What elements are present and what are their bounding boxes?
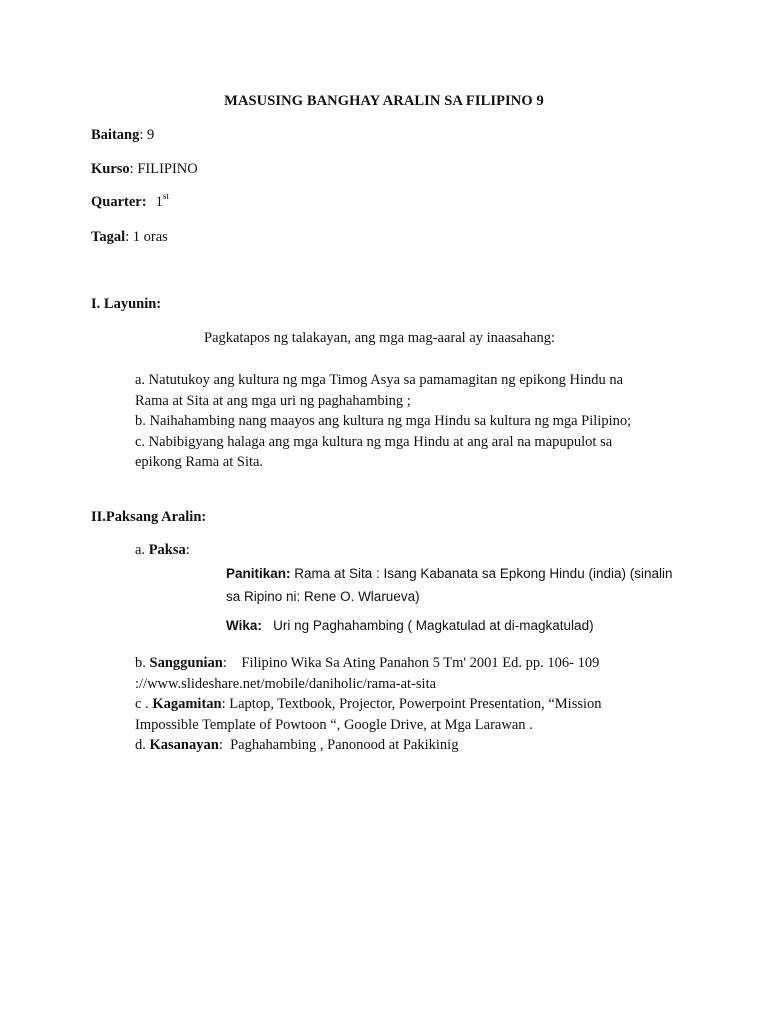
kurso-value: : FILIPINO: [129, 161, 198, 177]
wika-label: Wika:: [226, 618, 262, 633]
layunin-intro: Pagkatapos ng talakayan, ang mga mag-aaral ay inaasahang:: [204, 330, 556, 346]
paksang-aralin-heading: II.Paksang Aralin:: [91, 509, 207, 525]
baitang-value: : 9: [139, 127, 155, 143]
baitang-row: [91, 127, 154, 144]
wika-row: [226, 618, 594, 633]
kasanayan-row: d. Kasanayan: Paghahambing , Panonood at Pakikinig: [135, 737, 459, 753]
objective-line: a. Natutukoy ang kultura ng mga Timog Asya sa pamamagitan ng epikong Hindu na: [135, 372, 624, 388]
kagamitan-value-cont: Impossible Template of Powtoon “, Google Drive, at Mga Larawan .: [135, 716, 533, 733]
kurso-label: Kurso: [91, 161, 130, 177]
objective-line: b. Naihahambing nang maayos ang kultura ng mga Hindu sa kultura ng mga Pilipino;: [135, 413, 632, 429]
objective-line: Rama at Sita at ang mga uri ng paghahambing ;: [135, 392, 411, 409]
tagal-label: Tagal: [91, 229, 126, 245]
sanggunian-label: Sanggunian: [149, 655, 223, 671]
kagamitan-row: c . Kagamitan: Laptop, Textbook, Projector, Powerpoint Presentation, “Mission: [135, 696, 602, 712]
quarter-superscript: st: [162, 191, 169, 201]
document-title: MASUSING BANGHAY ARALIN SA FILIPINO 9: [224, 93, 544, 109]
sanggunian-value: : Filipino Wika Sa Ating Panahon 5 Tm' 2001 Ed. pp. 106- 109: [222, 655, 600, 671]
paksa-row: a. Paksa:: [135, 542, 190, 558]
panitikan-label: Panitikan:: [226, 566, 291, 581]
paksa-label: Paksa: [148, 542, 186, 558]
kasanayan-value: : Paghahambing , Panonood at Pakikinig: [218, 737, 459, 753]
quarter-row: [91, 191, 169, 211]
baitang-label: Baitang: [91, 127, 140, 143]
tagal-value: : 1 oras: [125, 229, 168, 245]
tagal-row: [91, 229, 168, 246]
quarter-label: Quarter:: [91, 194, 147, 210]
wika-value: Uri ng Paghahambing ( Magkatulad at di-magkatulad): [261, 618, 594, 633]
objective-line: c. Nabibigyang halaga ang mga kultura ng mga Hindu at ang aral na mapupulot sa: [135, 433, 613, 450]
layunin-objectives: [135, 370, 631, 473]
quarter-value: 1: [155, 194, 163, 210]
layunin-heading: I. Layunin:: [91, 296, 162, 312]
objective-line: epikong Rama at Sita.: [135, 454, 264, 470]
panitikan-value-cont: sa Ripino ni: Rene O. Wlarueva): [226, 589, 420, 604]
sanggunian-row: b. Sanggunian: Filipino Wika Sa Ating Panahon 5 Tm' 2001 Ed. pp. 106- 109: [135, 655, 600, 671]
references-block: [135, 653, 602, 756]
panitikan-block: [226, 562, 672, 608]
kasanayan-label: Kasanayan: [149, 737, 219, 753]
panitikan-value: Rama at Sita : Isang Kabanata sa Epkong Hindu (india) (sinalin: [290, 566, 673, 581]
kurso-row: [91, 161, 198, 178]
sanggunian-url: ://www.slideshare.net/mobile/daniholic/rama-at-sita: [135, 675, 437, 692]
kagamitan-label: Kagamitan: [152, 696, 222, 712]
kagamitan-value: : Laptop, Textbook, Projector, Powerpoint Presentation, “Mission: [221, 696, 602, 712]
